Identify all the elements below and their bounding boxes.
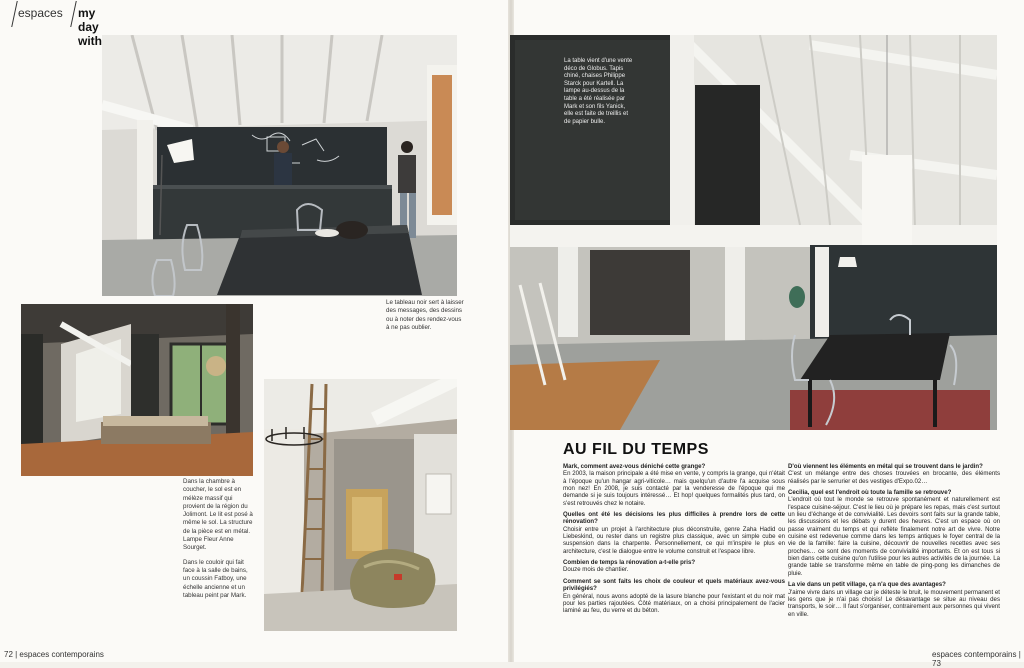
question-3: Combien de temps la rénovation a-t-elle pris? bbox=[563, 559, 696, 567]
answer-2: Choisir entre un projet à l'architecture plus déconstruite, genre Zaha Hadid ou Liebeskind, ou rester dans un registre plus classique, avec un simple cube en suspension dans la charpente. Personnellement, ce qui m'inspire le plus en architecture, c'est le dialogue entre le volume construit et l'espace libre. bbox=[563, 525, 785, 555]
folio-right: espaces contemporains | 73 bbox=[932, 650, 1021, 668]
article-column-1 bbox=[563, 463, 785, 619]
photo-bedroom bbox=[21, 304, 253, 476]
caption-bedroom-block bbox=[183, 478, 255, 606]
folio-left: 72 | espaces contemporains bbox=[4, 650, 104, 659]
caption-hallway: Dans le couloir qui fait face à la salle de bains, un coussin Fatboy, une échelle ancienne et un tableau peint par Mark. bbox=[183, 558, 248, 599]
question-2: Quelles ont été les décisions les plus difficiles à prendre lors de cette rénovation? bbox=[563, 511, 785, 526]
question-6: Cecilia, quel est l'endroit où toute la famille se retrouve? bbox=[788, 489, 952, 497]
caption-bedroom: Dans la chambre à coucher, le sol est en mélèze massif qui provient de la région du Jolimont. Le lit est posé à même le sol. La structure de la pièce est en métal. Lampe Fleur Anne Sourget. bbox=[183, 478, 253, 552]
article-column-2 bbox=[788, 463, 1000, 622]
article-title: AU FIL DU TEMPS bbox=[563, 441, 709, 458]
answer-1: En 2003, la maison principale a été mise en vente, y compris la grange, qui n'était à l'époque qu'un hangar agri-viticole… mais quelqu'un d'autre l'a acquise sous mon nez! En 2008, je suis contacté par la venderesse de l'époque qui me demande si je suis toujours intéressé… Et hop! quelques formalités plus tard, on s'est retrouvés chez le notaire. bbox=[563, 470, 785, 507]
question-1: Mark, comment avez-vous déniché cette grange? bbox=[563, 463, 706, 470]
answer-5: C'est un mélange entre des choses trouvées en brocante, des éléments réalisés par le serrurier et des vestiges d'Expo.02… bbox=[788, 470, 1000, 485]
photo-kitchen-blackboard bbox=[102, 35, 457, 296]
answer-4: En général, nous avons adopté de la lasure blanche pour l'existant et du noir mat pour les parties rajoutées. Côté matériaux, on a choisi principalement de l'acier laminé au feu, du verre et du béton. bbox=[563, 592, 785, 615]
question-4: Comment se sont faits les choix de couleur et quels matériaux avez-vous privilégiés? bbox=[563, 577, 785, 593]
subsection-label: my day with bbox=[78, 6, 102, 48]
question-5: D'où viennent les éléments en métal qui se trouvent dans le jardin? bbox=[788, 463, 983, 470]
question-7: La vie dans un petit village, ça n'a que des avantages? bbox=[788, 581, 946, 589]
answer-6: L'endroit où tout le monde se retrouve spontanément et naturellement est l'espace cuisine-séjour. C'est le lieu où je prépare les repas, mais c'est surtout un lieu d'échange et de convivialité. Les devoirs sont faits sur la grande table, les discussions et les débats y durent des heures. C'est un espace où on passe vraiment du temps et qui reflète finalement notre art de vivre. Notre cuisine est redevenue comme dans les temps antiques le foyer central de la vie de la famille: faire la cuisine, découvrir de nouvelles recettes avec ses proches… ce sont des moments de convivialité importants. Et on est tous si bien dans cette cuisine qu'on l'utilise pour les autres activités de la journée. La grande table se transforme même en table de ping-pong les dimanches de pluie. bbox=[788, 496, 1000, 577]
answer-7: J'aime vivre dans un village car je déteste le bruit, le mouvement permanent et les gens que je n'ai pas choisis! Le désavantage se situe au niveau des transports, le soir… Il faut s'organiser, contrairement aux personnes qui vivent en ville. bbox=[788, 588, 1000, 618]
answer-3: Douze mois de chantier. bbox=[563, 566, 629, 574]
section-label: espaces bbox=[18, 6, 63, 20]
caption-blackboard: Le tableau noir sert à laisser des messages, des dessins ou à noter des rendez-vous à ne pas oublier. bbox=[386, 299, 464, 331]
photo-hallway bbox=[264, 379, 457, 631]
caption-table: La table vient d'une vente déco de Globus. Tapis chiné, chaises Philippe Starck pour Kartell. La lampe au-dessus de la table a été réalisée par Mark et son fils Yanick, elle est faite de treillis et de papier bulle. bbox=[564, 58, 633, 125]
